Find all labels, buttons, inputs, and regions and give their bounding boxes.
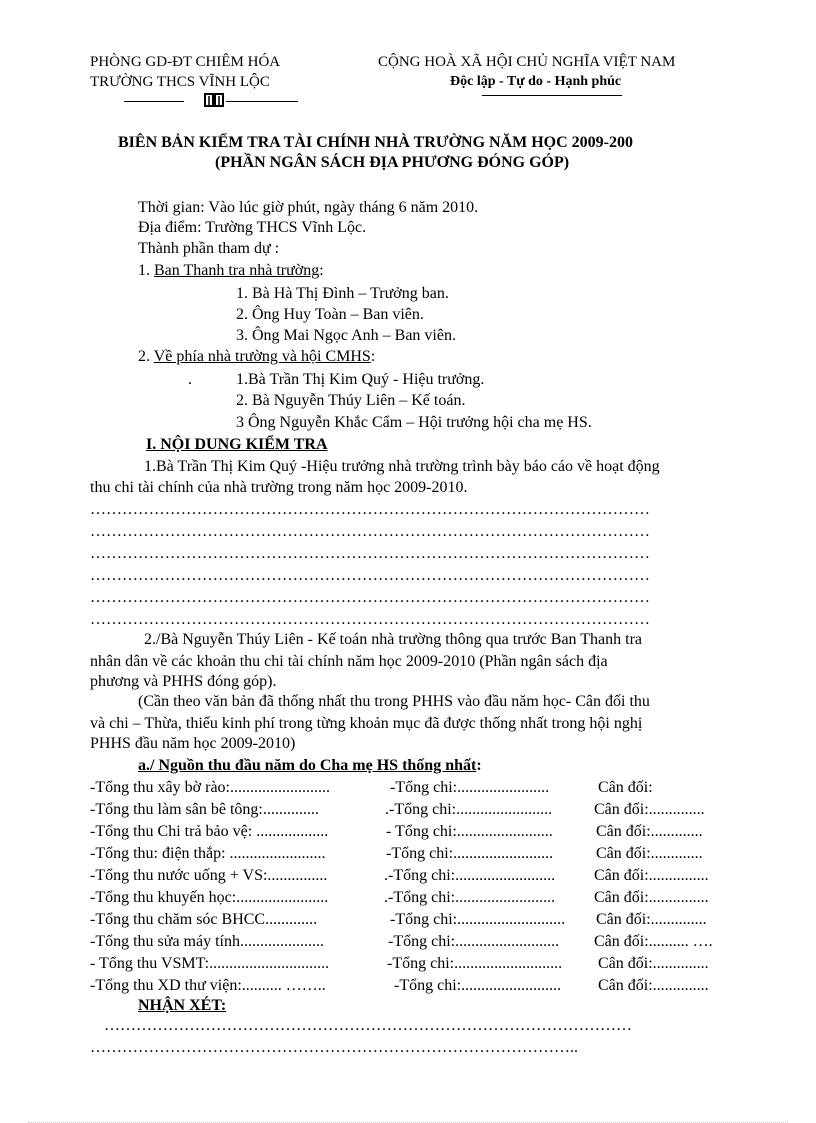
header-left-rule-b — [226, 101, 298, 102]
income-thu: -Tổng thu nước uống + VS:............... — [90, 867, 328, 884]
dotted-line: …………………………………………………………………………………………… — [90, 567, 650, 584]
section1-p2-line2: nhân dân về các khoản thu chi tài chính năm học 2009-2010 (Phần ngân sách địa — [90, 653, 608, 670]
participants-label: Thành phần tham dự : — [138, 240, 280, 257]
document-subtitle: (PHẦN NGÂN SÁCH ĐỊA PHƯƠNG ĐÓNG GÓP) — [215, 154, 570, 171]
dotted-line: …………………………………………………………………………………………… — [90, 611, 650, 628]
income-heading — [138, 756, 482, 776]
remarks-heading: NHẬN XÉT: — [138, 997, 227, 1014]
income-can-doi: Cân đối:............. — [596, 823, 703, 840]
income-heading-colon: : — [476, 757, 482, 774]
group1-number: 1. — [138, 262, 154, 279]
income-chi: .-Tổng chi:........................ — [385, 801, 553, 818]
income-thu: -Tổng thu sửa máy tính..................... — [90, 933, 324, 950]
section1-p1-line1: 1.Bà Trần Thị Kim Quý -Hiệu trưởng nhà trường trình bày báo cáo về hoạt động — [144, 458, 660, 475]
group1-member: 1. Bà Hà Thị Đình – Trưởng ban. — [236, 285, 449, 302]
income-chi: .-Tổng chi:......................... — [384, 867, 556, 884]
header-department: PHÒNG GD-ĐT CHIÊM HÓA — [90, 54, 281, 70]
income-chi: -Tổng chi:......................... — [386, 845, 554, 862]
group2-colon: : — [370, 348, 376, 365]
group1-heading — [138, 261, 324, 281]
meeting-place: Địa điểm: Trường THCS Vĩnh Lộc. — [138, 219, 367, 236]
group2-heading — [138, 347, 375, 367]
remarks-dots-1: ……………………………………………………………………………………… — [104, 1017, 632, 1034]
income-thu: -Tổng thu XD thư viện:.......... …….. — [90, 977, 326, 994]
section1-p3-line2: và chi – Thừa, thiếu kinh phí trong từng khoản mục đã được thống nhất trong hội nghị — [90, 715, 643, 732]
group2-member: 3 Ông Nguyễn Khắc Cẩm – Hội trưởng hội cha mẹ HS. — [236, 414, 592, 431]
group1-member: 2. Ông Huy Toàn – Ban viên. — [236, 306, 424, 323]
header-country: CỘNG HOÀ XÃ HỘI CHỦ NGHĨA VIỆT NAM — [378, 54, 676, 70]
income-thu: -Tổng thu xây bờ rào:......................... — [90, 779, 330, 796]
group1-title: Ban Thanh tra nhà trường — [154, 262, 320, 279]
income-heading-text: a./ Nguồn thu đầu năm do Cha mẹ HS thống nhất — [138, 757, 477, 774]
income-thu: -Tổng thu chăm sóc BHCC............. — [90, 911, 318, 928]
remarks-dots-2: ……………………………………………………………………………….. — [90, 1039, 578, 1056]
header-school: TRƯỜNG THCS VĨNH LỘC — [90, 74, 270, 90]
section1-p1-line2: thu chi tài chính của nhà trường trong năm học 2009-2010. — [90, 479, 468, 496]
income-chi: -Tổng chi:....................... — [390, 779, 550, 796]
income-thu: -Tổng thu khuyến học:....................... — [90, 889, 329, 906]
section1-heading: I. NỘI DUNG KIỂM TRA — [146, 436, 328, 453]
income-can-doi: Cân đối:............. — [596, 845, 703, 862]
income-can-doi: Cân đối: — [598, 779, 653, 796]
dotted-line: …………………………………………………………………………………………… — [90, 589, 650, 606]
header-motto: Độc lập - Tự do - Hạnh phúc — [450, 74, 622, 89]
income-can-doi: Cân đối:.............. — [598, 977, 709, 994]
group2-number: 2. — [138, 348, 154, 365]
income-chi: -Tổng chi:........................... — [390, 911, 566, 928]
income-thu: -Tổng thu làm sân bê tông:.............. — [90, 801, 319, 818]
group2-member: 1.Bà Trần Thị Kim Quý - Hiệu trưởng. — [236, 371, 485, 388]
group2-title: Về phía nhà trường và hội CMHS — [153, 348, 371, 365]
income-can-doi: Cân đối:............... — [594, 889, 709, 906]
dotted-line: …………………………………………………………………………………………… — [90, 501, 650, 518]
income-can-doi: Cân đối:.............. — [598, 955, 709, 972]
income-chi: - Tổng chi:........................ — [386, 823, 553, 840]
meeting-time: Thời gian: Vào lúc giờ phút, ngày tháng 6 năm 2010. — [138, 199, 479, 216]
income-can-doi: Cân đối:.............. — [596, 911, 707, 928]
income-can-doi: Cân đối:............... — [594, 867, 709, 884]
book-icon — [204, 93, 224, 107]
group2-bullet: . — [188, 371, 192, 388]
income-can-doi: Cân đối:.......... …. — [594, 933, 713, 950]
income-chi: .-Tổng chi:......................... — [384, 889, 556, 906]
section1-p3-line1: (Cần theo văn bản đã thống nhất thu trong PHHS vào đầu năm học- Cân đối thu — [138, 693, 650, 710]
section1-p2-line1: 2./Bà Nguyễn Thúy Liên - Kế toán nhà trường thông qua trước Ban Thanh tra — [144, 631, 643, 648]
income-thu: -Tổng thu: điện thắp: ........................ — [90, 845, 326, 862]
income-thu: - Tổng thu VSMT:.............................. — [90, 955, 330, 972]
income-chi: -Tổng chi:......................... — [394, 977, 562, 994]
section1-p2-line3: phương và PHHS đóng góp). — [90, 673, 277, 690]
group2-member: 2. Bà Nguyễn Thúy Liên – Kế toán. — [236, 392, 466, 409]
document-title: BIÊN BẢN KIỂM TRA TÀI CHÍNH NHÀ TRƯỜNG NĂM HỌC 2009-200 — [118, 134, 634, 151]
section1-p3-line3: PHHS đầu năm học 2009-2010) — [90, 735, 296, 752]
group1-member: 3. Ông Mai Ngọc Anh – Ban viên. — [236, 327, 456, 344]
income-can-doi: Cân đối:.............. — [594, 801, 705, 818]
income-chi: -Tổng chi:.......................... — [388, 933, 560, 950]
dotted-line: …………………………………………………………………………………………… — [90, 523, 650, 540]
header-motto-rule — [482, 95, 622, 96]
group1-colon: : — [319, 262, 324, 279]
income-thu: -Tổng thu Chi trả bảo vệ: .................. — [90, 823, 329, 840]
income-chi: -Tổng chi:........................... — [387, 955, 563, 972]
header-left-rule-a — [124, 101, 184, 102]
dotted-line: …………………………………………………………………………………………… — [90, 545, 650, 562]
